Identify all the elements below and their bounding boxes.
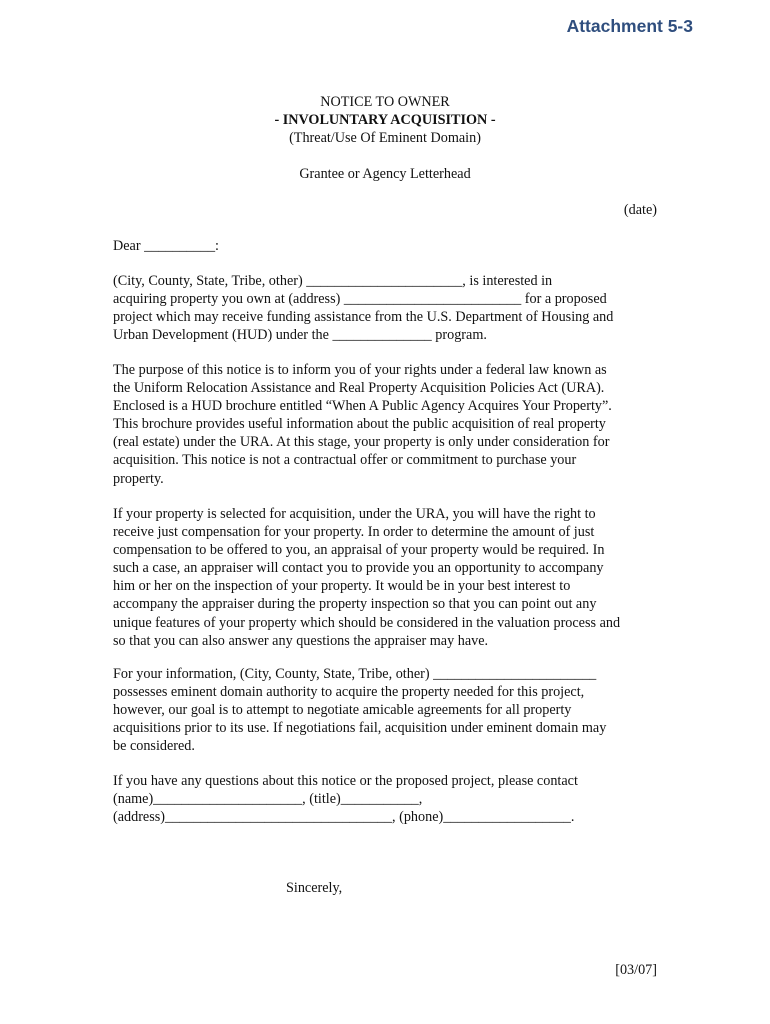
- salutation: Dear __________:: [113, 238, 219, 254]
- date-placeholder: (date): [623, 202, 657, 218]
- text-line: (City, County, State, Tribe, other) ______________________, is interested in: [113, 273, 553, 289]
- text-line: so that you can also answer any questions the appraiser may have.: [113, 632, 489, 649]
- text-line: unique features of your property which should be considered in the valuation process and: [113, 614, 621, 631]
- text-line: him or her on the inspection of your property. It would be in your best interest to: [113, 578, 571, 595]
- notice-subtitle-note: (Threat/Use Of Eminent Domain): [289, 130, 481, 146]
- paragraph-interest: [113, 272, 661, 344]
- text-line: Urban Development (HUD) under the ______________ program.: [113, 327, 487, 344]
- paragraph-eminent-domain: [113, 665, 661, 755]
- text-line: possesses eminent domain authority to acquire the property needed for this project,: [113, 684, 585, 701]
- text-line: If you have any questions about this notice or the proposed project, please contact: [113, 773, 578, 789]
- text-line: For your information, (City, County, State, Tribe, other) _______________________: [113, 666, 597, 682]
- text-line: (real estate) under the URA. At this stage, your property is only under consideration for: [113, 434, 610, 451]
- text-line: Enclosed is a HUD brochure entitled “When A Public Agency Acquires Your Property”.: [113, 398, 612, 415]
- text-line: (address)________________________________, (phone)__________________.: [113, 809, 575, 826]
- text-line: accompany the appraiser during the property inspection so that you can point out any: [113, 596, 597, 613]
- revision-date: [03/07]: [615, 962, 657, 978]
- text-line: receive just compensation for your property. In order to determine the amount of just: [113, 524, 595, 541]
- notice-subtitle: - INVOLUNTARY ACQUISITION -: [274, 112, 496, 128]
- text-line: property.: [113, 470, 164, 487]
- attachment-label: Attachment 5-3: [566, 16, 693, 36]
- letterhead-placeholder: Grantee or Agency Letterhead: [299, 166, 471, 182]
- text-line: be considered.: [113, 738, 195, 755]
- notice-title: NOTICE TO OWNER: [320, 94, 450, 110]
- text-line: such a case, an appraiser will contact you to provide you an opportunity to accompany: [113, 560, 604, 577]
- paragraph-compensation: [113, 505, 661, 650]
- text-line: acquiring property you own at (address) _________________________ for a proposed: [113, 291, 607, 308]
- text-line: If your property is selected for acquisition, under the URA, you will have the right to: [113, 506, 596, 522]
- text-line: compensation to be offered to you, an appraisal of your property would be required. In: [113, 542, 605, 559]
- text-line: The purpose of this notice is to inform you of your rights under a federal law known as: [113, 362, 607, 378]
- text-line: acquisitions prior to its use. If negotiations fail, acquisition under eminent domain may: [113, 720, 607, 737]
- text-line: however, our goal is to attempt to negotiate amicable agreements for all property: [113, 702, 572, 719]
- paragraph-contact: [113, 772, 661, 826]
- text-line: project which may receive funding assistance from the U.S. Department of Housing and: [113, 309, 614, 326]
- text-line: (name)_____________________, (title)___________,: [113, 791, 423, 808]
- paragraph-purpose: [113, 361, 661, 488]
- closing: Sincerely,: [286, 880, 343, 896]
- text-line: This brochure provides useful information about the public acquisition of real property: [113, 416, 606, 433]
- text-line: acquisition. This notice is not a contractual offer or commitment to purchase your: [113, 452, 577, 469]
- text-line: the Uniform Relocation Assistance and Real Property Acquisition Policies Act (URA).: [113, 380, 605, 397]
